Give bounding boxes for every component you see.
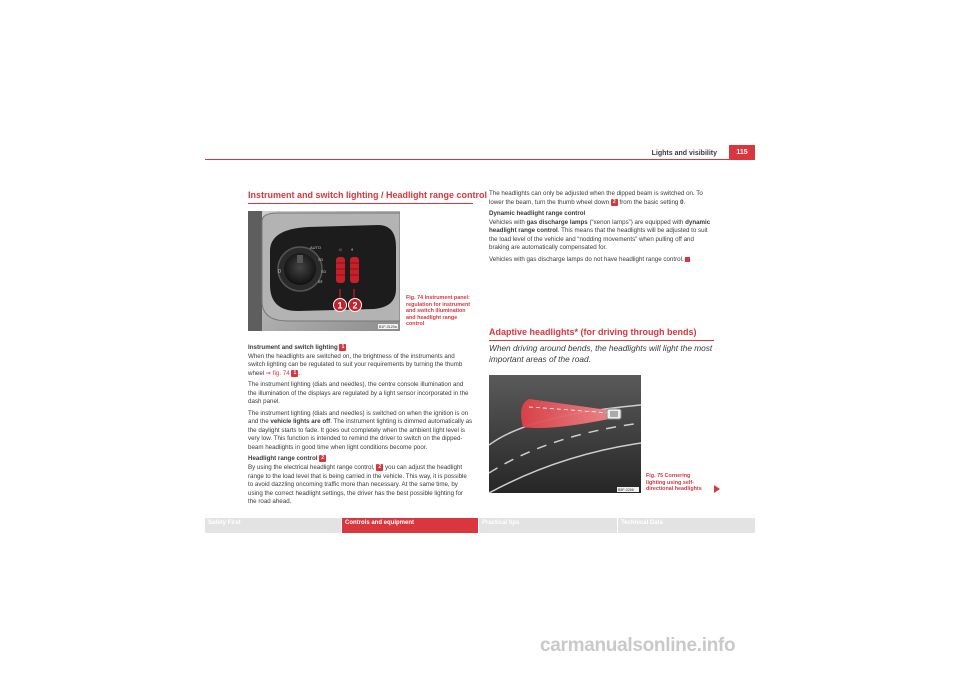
callout-badge: 2	[376, 464, 383, 471]
callout-1: 1	[337, 300, 343, 311]
paragraph-text: The instrument lighting (dials and needles) is switched on when the ignition is on and the	[248, 409, 469, 426]
figure-75-image	[489, 375, 641, 493]
callout-badge: 2	[319, 455, 326, 462]
callout-badge: 2	[611, 199, 618, 206]
headlight-range-heading: Headlight range control	[248, 455, 318, 463]
watermark: carmanualsonline.info	[540, 635, 736, 656]
footer-tab-technical-data[interactable]: Technical Data	[618, 518, 755, 533]
paragraph-text: When the headlights are switched on, the brightness of the instruments and switch lighting can be regulated to suit your requirements by turning the thumb wheel	[248, 352, 463, 377]
paragraph-text: The instrument lighting (dials and needles), the centre console illumination and the illumination of the displays are regulated by a light sensor incorporated in the dash panel.	[248, 381, 469, 406]
instrument-lighting-heading: Instrument and switch lighting	[248, 344, 338, 352]
footer-tab-safety-first[interactable]: Safety First	[205, 518, 341, 533]
next-page-arrow-icon[interactable]	[713, 485, 721, 493]
svg-text:☼: ☼	[338, 247, 343, 253]
figure-reference-link[interactable]: ⇒ fig. 74	[265, 369, 290, 377]
paragraph-text: The headlights can only be adjusted when the dipped beam is switched on. To lower the beam, turn the thumb wheel down	[489, 190, 703, 206]
callout-badge: 1	[291, 370, 298, 377]
svg-text:◐: ◐	[351, 247, 355, 253]
footer-tab-practical-tips[interactable]: Practical tips	[479, 518, 617, 533]
svg-text:≡D: ≡D	[318, 257, 324, 262]
footer-tab-controls-and-equipment[interactable]: Controls and equipment	[342, 518, 478, 533]
callout-badge: 1	[339, 344, 346, 351]
figure-75-code: B5F-0266	[618, 488, 634, 492]
section-heading-rule	[248, 203, 473, 204]
figure-74-image	[248, 211, 400, 331]
section-subheading: When driving around bends, the headlights will light the most important areas of the road.	[489, 343, 713, 364]
header-rule	[205, 159, 755, 160]
dynamic-range-heading: Dynamic headlight range control	[489, 210, 586, 218]
callout-2: 2	[352, 300, 358, 311]
svg-text:≡D: ≡D	[321, 269, 327, 274]
figure-74-code: B1F-0120a	[379, 325, 397, 329]
figure-74-caption: Fig. 74 Instrument panel: regulation for instrument and switch illumination and headlight range control	[406, 295, 471, 328]
svg-text:0≢: 0≢	[318, 279, 325, 284]
figure-75-caption: Fig. 75 Cornering lighting using self-directional headlights	[646, 473, 702, 493]
section-end-marker	[685, 257, 690, 262]
svg-text:0: 0	[278, 269, 281, 275]
paragraph-text: Vehicles with gas discharge lamps do not have headlight range control.	[489, 255, 684, 263]
right-column-text: The headlights can only be adjusted when the dipped beam is switched on. To lower the beam, turn the thumb wheel down 2 from the basic setting 0. Dynamic headlight range control Vehicles with gas discharge lamps (“xenon lamps”) are equipped with dynamic headlight range control. This means that the headlights will be adjusted to suit the load level of the vehicle and “nodding movements” when pulling off and braking are automatically compensated for. Vehicles with gas discharge lamps do not have headlight range control.	[489, 190, 711, 263]
section-heading-rule	[489, 340, 714, 341]
section-heading: Adaptive headlights* (for driving through bends)	[489, 327, 697, 337]
page-number: 115	[729, 145, 755, 160]
paragraph-text: By using the electrical headlight range control,	[248, 464, 375, 472]
left-column-text: Instrument and switch lighting 1 When the headlights are switched on, the brightness of the instruments and switch lighting can be regulated to suit your requirements by turning the thumb wheel ⇒ fig. 74 1 . The instrument lighting (dials and needles), the centre console illumination and the illumination of the displays are regulated by a light sensor incorporated in the dash panel. The instrument lighting (dials and needles) is switched on when the ignition is on and the vehicle lights are off. The instrument lighting is dimmed automatically as the daylight starts to fade. It goes out completely when the ambient light level is very low. This function is intended to remind the driver to switch on the dipped-beam headlights in good time when light conditions become poor. Headlight range control 2 By using the electrical headlight range control, 2 you can adjust the headlight range to the load level that is being carried in the vehicle. This way, it is possible to avoid dazzling oncoming traffic more than necessary. At the same time, by using the correct headlight settings, the driver has the best possible lighting for the road ahead.	[248, 344, 473, 506]
section-heading: Instrument and switch lighting / Headlight range control	[248, 190, 488, 200]
svg-text:AUTO: AUTO	[310, 245, 322, 250]
